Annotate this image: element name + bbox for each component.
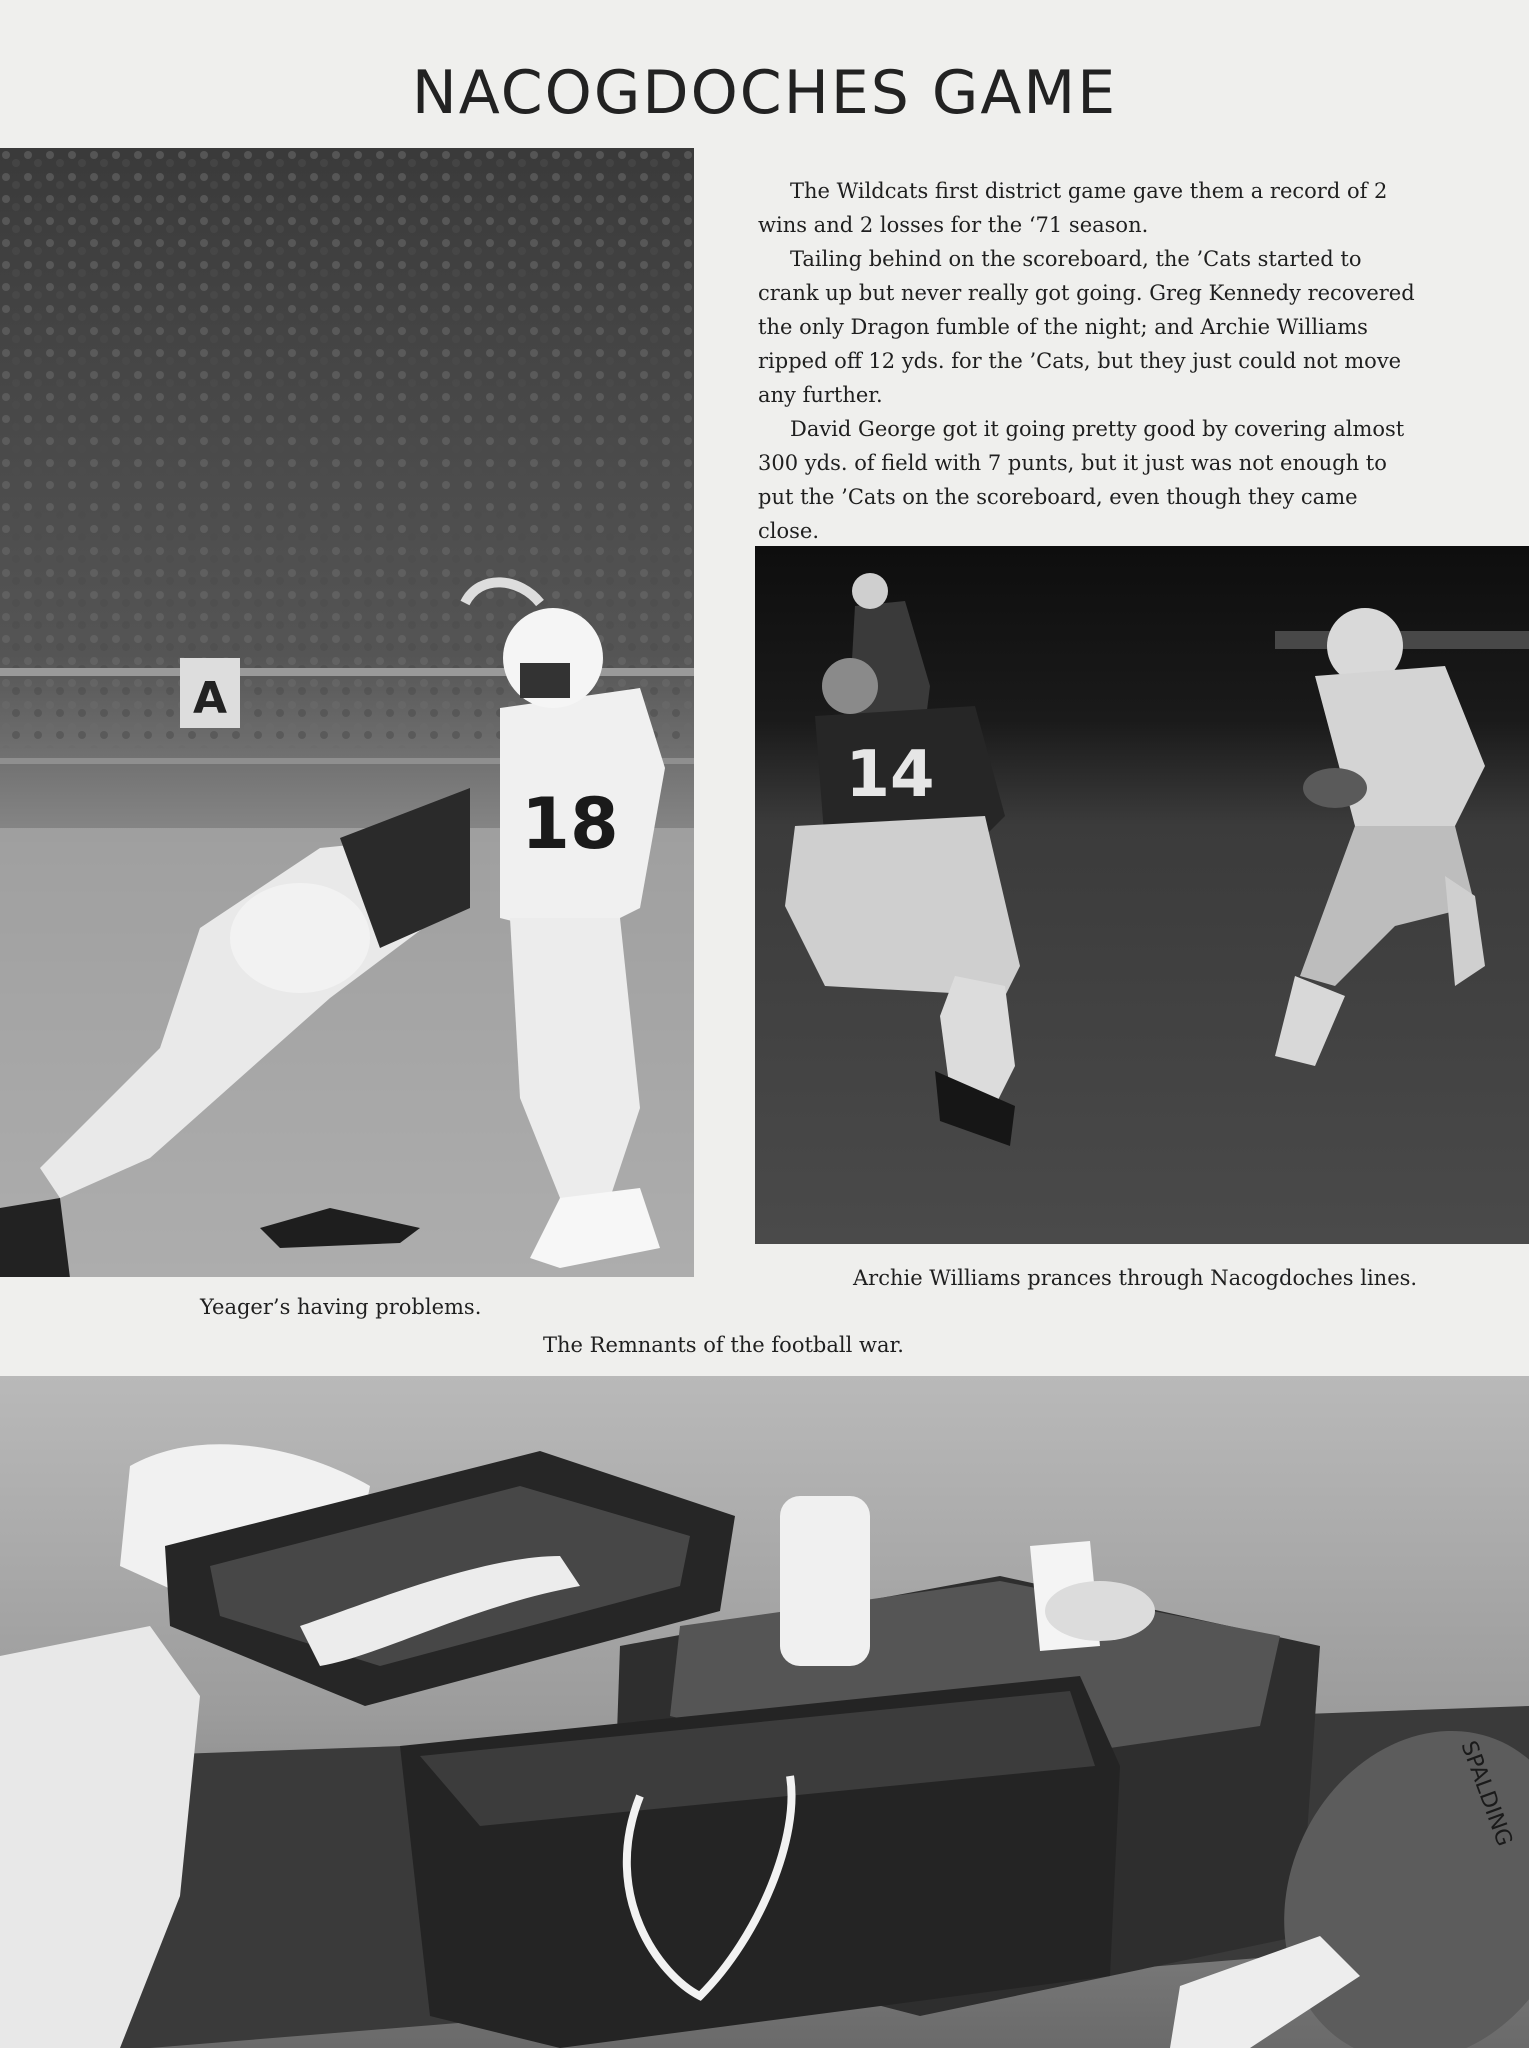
photo-tackle bbox=[0, 148, 694, 1277]
ball-brand-logo: SPALDING bbox=[1455, 1737, 1517, 1850]
jersey-number: 18 bbox=[521, 783, 619, 865]
jersey-number: 14 bbox=[845, 738, 935, 812]
caption-tackle: Yeager’s having problems. bbox=[200, 1295, 482, 1319]
caption-remnants: The Remnants of the football war. bbox=[543, 1333, 904, 1357]
article-paragraph: Tailing behind on the scoreboard, the ’Cats started to crank up but never really got going. Greg Kennedy recovered the only Dragon fumble of the night; and Archie Williams ripped off 12 yds. for the ’Cats, but they just could not move any further. bbox=[758, 247, 1415, 407]
article-paragraph: The Wildcats first district game gave them a record of 2 wins and 2 losses for the ‘71 season. bbox=[758, 179, 1388, 237]
photo-equipment-boxes bbox=[0, 1376, 1529, 2048]
caption-night-run: Archie Williams prances through Nacogdoches lines. bbox=[853, 1266, 1418, 1290]
photo-night-run bbox=[755, 546, 1529, 1244]
page-title: NACOGDOCHES GAME bbox=[411, 58, 1118, 128]
article-paragraph: David George got it going pretty good by covering almost 300 yds. of field with 7 punts, but it just was not enough to put the ’Cats on the scoreboard, even though they came close. bbox=[758, 417, 1405, 543]
article-body bbox=[758, 174, 1418, 548]
stand-sign-letter: A bbox=[192, 673, 228, 724]
